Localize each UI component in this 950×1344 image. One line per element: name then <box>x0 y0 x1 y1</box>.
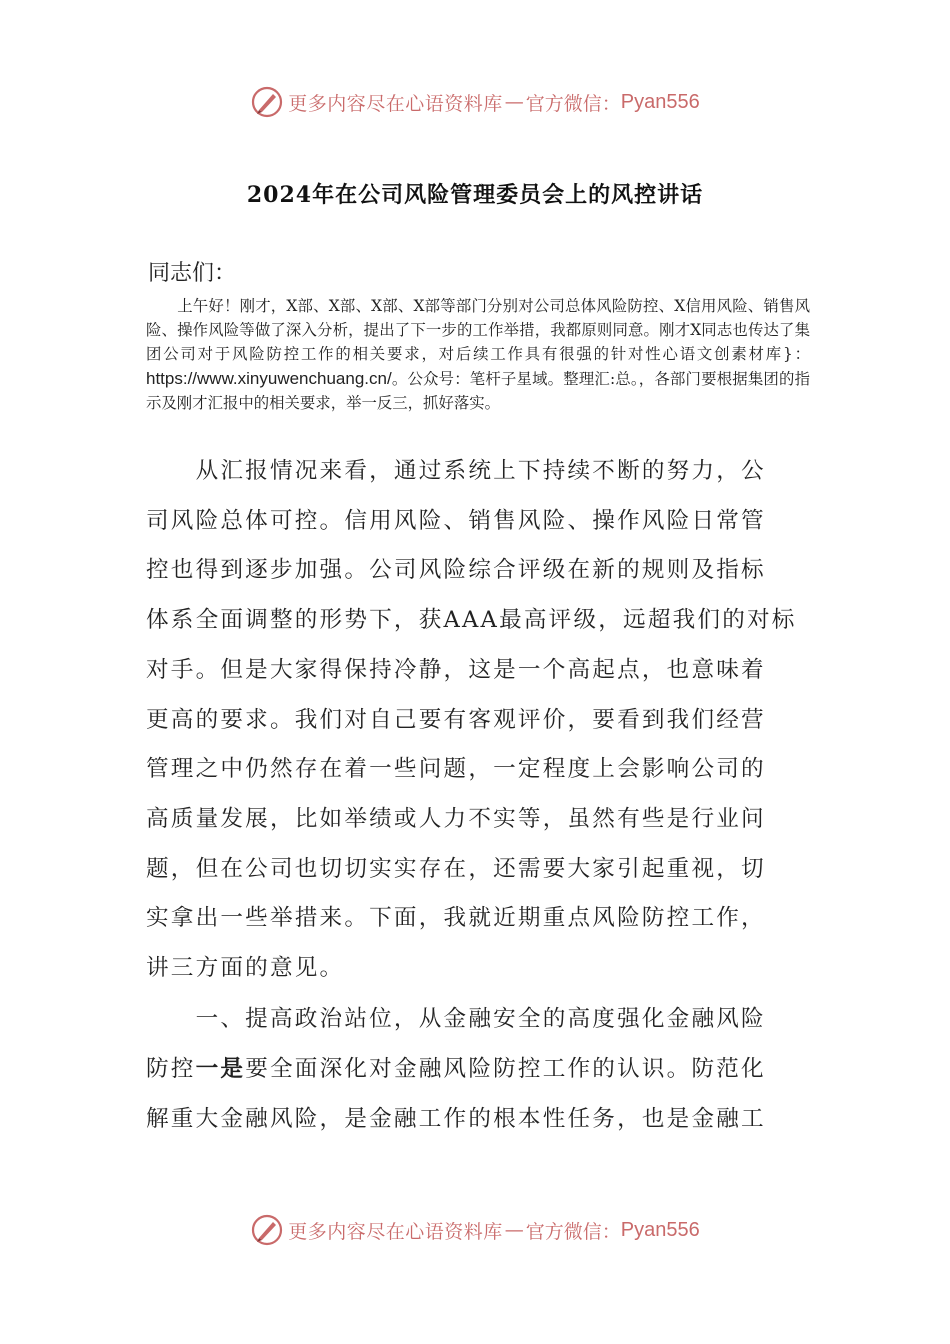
bold-emphasis: 一是 <box>195 1056 246 1082</box>
body-line: 司风险总体可控。信用风险、销售风险、操作风险日常管 <box>146 507 766 534</box>
body-line: 控也得到逐步加强。公司风险综合评级在新的规则及指标 <box>146 557 766 584</box>
body-line: 更高的要求。我们对自己要有客观评价，要看到我们经营 <box>146 706 766 733</box>
body-line: 实拿出一些举措来。下面，我就近期重点风险防控工作， <box>146 905 766 932</box>
line-prefix: 防控 <box>146 1056 196 1082</box>
section-one-heading: 一、提高政治站位，从金融安全的高度强化金融风险 <box>146 1006 766 1032</box>
pen-logo-icon <box>250 85 284 119</box>
body-line: 讲三方面的意见。 <box>146 955 345 982</box>
intro-text-2: 。公众号：笔杆子星域。整理汇:总。，各部门要根据集团的指示及刚才汇报中的相关要求，举一反三，抓好落实。 <box>146 369 810 412</box>
salutation: 同志们： <box>148 261 237 286</box>
document-title: 2024年在公司风险管理委员会上的风控讲话 <box>246 182 704 208</box>
banner-brand: 更多内容尽在心语资料库 <box>288 92 503 115</box>
banner-dash: — <box>504 1219 524 1241</box>
intro-url-link[interactable]: https://www.xinyuwenchuang.cn/ <box>146 368 392 388</box>
footer-watermark <box>0 1210 950 1250</box>
body-line: 管理之中仍然存在着一些问题，一定程度上会影响公司的 <box>146 756 766 783</box>
body-line: 高质量发展，比如举绩或人力不实等，虽然有些是行业问 <box>146 805 766 832</box>
intro-paragraph <box>146 294 810 415</box>
banner-wechat-label: 官方微信： <box>525 1220 621 1243</box>
body-line: 从汇报情况来看，通过系统上下持续不断的努力，公 <box>146 458 766 484</box>
body-line: 题，但在公司也切切实实存在，还需要大家引起重视，切 <box>146 855 766 882</box>
section-one-paragraph <box>146 994 810 1144</box>
body-line: 解重大金融风险，是金融工作的根本性任务，也是金融工 <box>146 1106 766 1132</box>
pen-logo-icon <box>250 1213 284 1247</box>
banner-wechat-id: Pyan556 <box>620 1218 700 1241</box>
header-watermark <box>0 82 950 122</box>
banner-wechat-id: Pyan556 <box>620 90 700 113</box>
line-suffix: 要全面深化对金融风险防控工作的认识。防范化 <box>245 1056 766 1082</box>
intro-text-1: 上午好！刚才，X部、X部、X部、X部等部门分别对公司总体风险防控、X信用风险、销售风险、操作风险等做了深入分析，提出了下一步的工作举措，我都原则同意。刚才X同志也传达了集团公司对于风险防控工作的相关要求，对后续工作具有很强的针对性心语文创素材库}： <box>146 297 810 364</box>
body-line: 对手。但是大家得保持冷静，这是一个高起点，也意味着 <box>146 656 766 683</box>
body-line: 体系全面调整的形势下，获AAA最高评级，远超我们的对标 <box>146 607 797 634</box>
body-paragraph <box>146 447 810 994</box>
banner-brand: 更多内容尽在心语资料库 <box>288 1220 503 1243</box>
body-line <box>146 1044 810 1094</box>
banner-wechat-label: 官方微信： <box>525 92 621 115</box>
banner-dash: — <box>504 91 524 113</box>
